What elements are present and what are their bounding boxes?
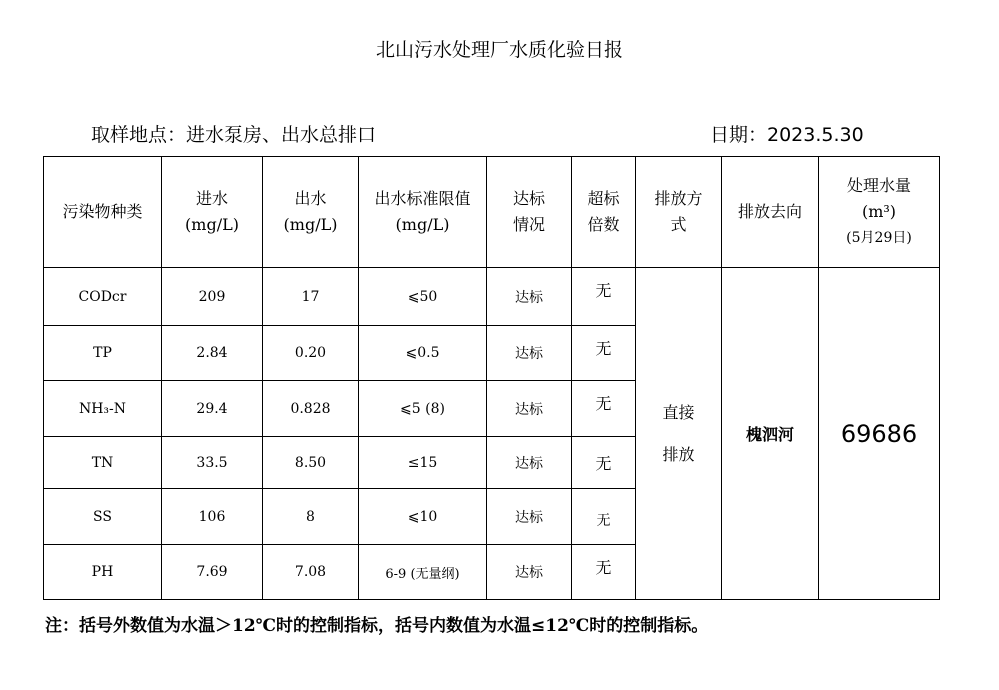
header-limit — [359, 157, 487, 268]
exceed-value: 无 — [572, 545, 636, 600]
table-row — [44, 268, 940, 326]
compliance-value: 达标 — [487, 381, 572, 437]
header-exceed-line1: 超标 — [587, 189, 620, 208]
compliance-value: 达标 — [487, 545, 572, 600]
pollutant-name: SS — [44, 489, 162, 545]
exceed-value: 无 — [572, 268, 636, 326]
exceed-value: 无 — [572, 437, 636, 489]
pollutant-name: TP — [44, 326, 162, 381]
pollutant-name: TN — [44, 437, 162, 489]
header-method — [636, 157, 722, 268]
header-outflow-unit: (mg/L) — [283, 215, 338, 234]
header-pollutant: 污染物种类 — [44, 157, 162, 268]
header-method-line1: 排放方 — [654, 189, 703, 208]
header-limit-label: 出水标准限值 — [374, 189, 471, 208]
exceed-value: 无 — [572, 489, 636, 545]
header-destination: 排放去向 — [722, 157, 819, 268]
compliance-value: 达标 — [487, 489, 572, 545]
header-exceed-line2: 倍数 — [587, 215, 620, 234]
sampling-location: 取样地点：进水泵房、出水总排口 — [91, 124, 377, 146]
header-exceed — [572, 157, 636, 268]
outflow-value: 7.08 — [263, 545, 359, 600]
header-volume — [819, 157, 940, 268]
limit-value: 6-9 (无量纲) — [359, 545, 487, 600]
outflow-value: 17 — [263, 268, 359, 326]
limit-value: ⩽50 — [359, 268, 487, 326]
header-outflow-label: 出水 — [294, 189, 327, 208]
compliance-value: 达标 — [487, 326, 572, 381]
treated-volume: 69686 — [819, 268, 940, 600]
report-title: 北山污水处理厂水质化验日报 — [375, 39, 623, 61]
inflow-value: 106 — [162, 489, 263, 545]
discharge-method — [636, 268, 722, 600]
header-inflow-label: 进水 — [195, 189, 228, 208]
limit-value: ≤15 — [359, 437, 487, 489]
header-method-line2: 式 — [670, 215, 687, 234]
header-row — [44, 157, 940, 268]
inflow-value: 2.84 — [162, 326, 263, 381]
limit-value: ⩽10 — [359, 489, 487, 545]
limit-value: ⩽0.5 — [359, 326, 487, 381]
outflow-value: 8.50 — [263, 437, 359, 489]
outflow-value: 0.20 — [263, 326, 359, 381]
pollutant-name: PH — [44, 545, 162, 600]
method-line1: 直接 — [662, 402, 695, 422]
method-line2: 排放 — [662, 444, 695, 464]
compliance-value: 达标 — [487, 268, 572, 326]
report-date: 日期：2023.5.30 — [710, 124, 864, 146]
footnote: 注：括号外数值为水温＞12℃时的控制指标，括号内数值为水温≤12℃时的控制指标。 — [45, 616, 709, 636]
inflow-value: 7.69 — [162, 545, 263, 600]
header-limit-unit: (mg/L) — [395, 215, 450, 234]
water-quality-table — [43, 156, 940, 600]
header-volume-unit: (m³) — [861, 202, 897, 221]
inflow-value: 33.5 — [162, 437, 263, 489]
header-compliance-line1: 达标 — [512, 189, 545, 208]
outflow-value: 8 — [263, 489, 359, 545]
pollutant-name: CODcr — [44, 268, 162, 326]
header-volume-date: (5月29日) — [846, 230, 912, 246]
header-inflow — [162, 157, 263, 268]
header-compliance-line2: 情况 — [512, 215, 545, 234]
header-volume-label: 处理水量 — [846, 176, 911, 195]
exceed-value: 无 — [572, 381, 636, 437]
outflow-value: 0.828 — [263, 381, 359, 437]
limit-value: ⩽5 (8) — [359, 381, 487, 437]
compliance-value: 达标 — [487, 437, 572, 489]
exceed-value: 无 — [572, 326, 636, 381]
header-inflow-unit: (mg/L) — [185, 215, 239, 234]
header-outflow — [263, 157, 359, 268]
pollutant-name: NH₃-N — [44, 381, 162, 437]
inflow-value: 29.4 — [162, 381, 263, 437]
inflow-value: 209 — [162, 268, 263, 326]
header-compliance — [487, 157, 572, 268]
discharge-destination: 槐泗河 — [722, 268, 819, 600]
